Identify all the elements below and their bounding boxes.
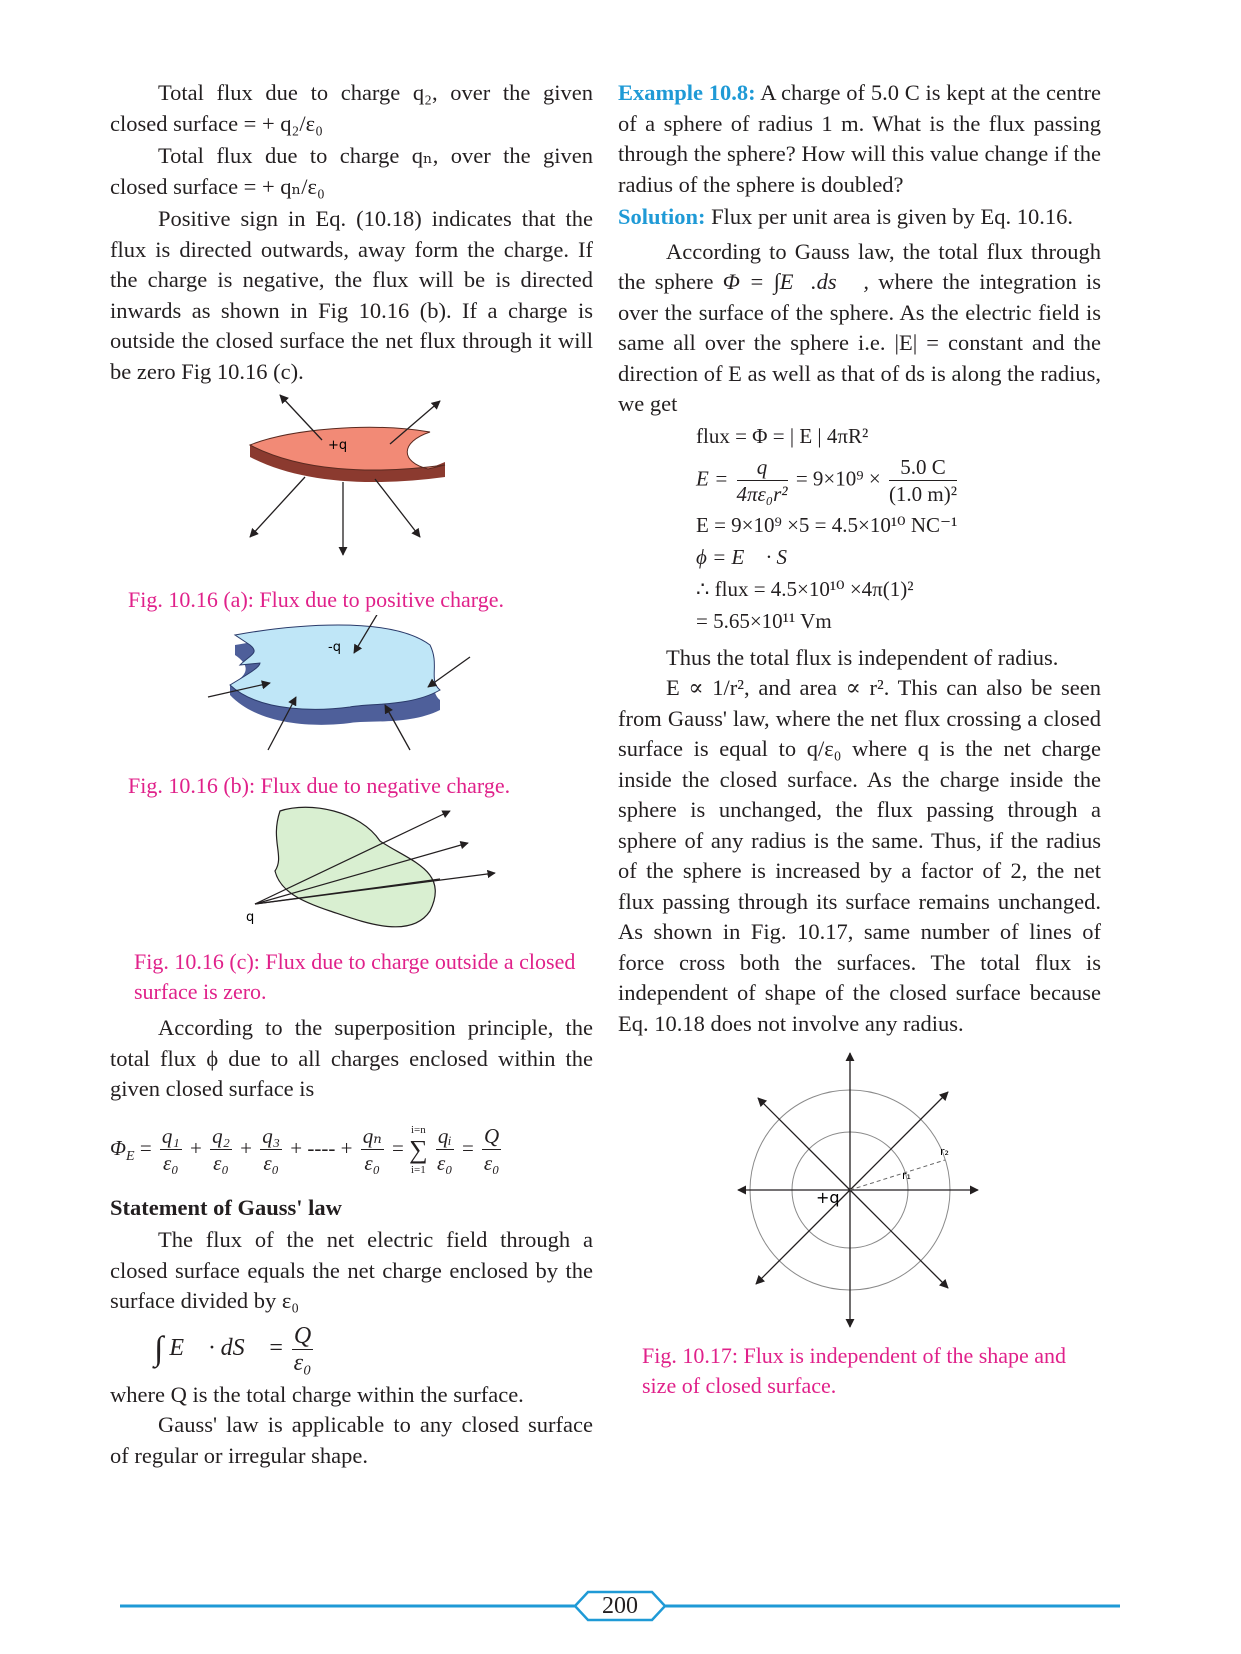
example-text: A charge of 5.0 C is kept at the centre of a sphere of radius 1 m. What is the flux passing through the sphere? How will this value change if the radius of the sphere is doubled? xyxy=(618,80,1102,197)
fig-charge-label: +q xyxy=(816,1188,840,1207)
figure-outside-charge xyxy=(110,801,593,941)
right-column xyxy=(618,78,1101,1401)
fig-a-charge-label: +q xyxy=(328,438,348,453)
paragraph-gauss-statement: The flux of the net electric field through a closed surface equals the net charge enclosed by the surface divided by ε₀ xyxy=(110,1227,593,1313)
figure-10-17-caption: Fig. 10.17: Flux is independent of the shape and size of closed surface. xyxy=(642,1343,1067,1398)
eq-sum-symbol: i=n ∑ i=1 xyxy=(409,1123,428,1176)
eq-flux-result: = 5.65×10¹¹ Vm xyxy=(696,608,832,633)
paragraph-sign: Positive sign in Eq. (10.18) indicates that the flux is directed outwards, away form the charge. If the charge is negative, the flux will be is directed inwards as shown in Fig 10.16 (b). If a charge is outside the closed surface the net flux through it will be zero Fig 10.16 (c). xyxy=(110,206,593,384)
eq-lhs-sub: E xyxy=(126,1148,135,1164)
figure-negative-charge xyxy=(110,615,593,765)
paragraph-explanation: E ∝ 1/r², and area ∝ r². This can also be seen from Gauss' law, where the net flux crossing a closed surface is equal to q/ε₀ where q is the net charge inside the closed surface. As the charge inside the sphere is unchanged, the flux passing through a sphere of any radius is the same. Thus, if the radius of the sphere is increased by a factor of 2, the net flux passing through its surface remains unchanged. As shown in Fig. 10.17, same number of lines of force cross both the surfaces. The total flux is independent of shape of the closed surface because Eq. 10.18 does not involve any radius. xyxy=(618,675,1101,1036)
fig-b-charge-label: -q xyxy=(328,640,341,655)
inline-flux-integral: Φ = ∫E⃗.ds⃗ , xyxy=(722,269,870,294)
paragraph-superposition: According to the superposition principle, the total flux ϕ due to all charges enclosed within the given closed surface is xyxy=(110,1015,593,1101)
paragraph-flux-qn: Total flux due to charge qₙ, over the given closed surface = + qₙ/ε₀ xyxy=(110,143,593,199)
fig-r2-label: r₂ xyxy=(940,1145,949,1158)
fig-r1-label: r₁ xyxy=(902,1169,911,1182)
figure-concentric-surfaces xyxy=(618,1045,1101,1335)
paragraph-independent: Thus the total flux is independent of radius. xyxy=(666,644,1059,670)
figure-positive-charge xyxy=(110,387,593,577)
solution-paragraph xyxy=(618,202,1101,233)
eq-field-value: E = 9×10⁹ ×5 = 4.5×10¹⁰ NC⁻¹ xyxy=(696,512,958,537)
eq-dashes: ---- xyxy=(307,1135,336,1160)
eq-term-1: $\frac{\text{q₁}}{\text{ε₀}}$ xyxy=(161,1124,180,1175)
eq-lhs: Φ xyxy=(110,1135,126,1160)
example-label: Example 10.8: xyxy=(618,80,756,105)
eq-flux-calc: ∴ flux = 4.5×10¹⁰ ×4π(1)² xyxy=(696,576,914,601)
equation-gauss: ∫ E⃗ · dS⃗ = $\frac{Q}{\text{ε₀}}$ xyxy=(154,1322,312,1376)
eq-flux-area: flux = Φ = | E | 4πR² xyxy=(696,423,869,448)
eq-phi: ϕ = E⃗ · S⃗ xyxy=(696,544,804,569)
solution-text: Flux per unit area is given by Eq. 10.16. xyxy=(711,204,1073,229)
solution-label: Solution: xyxy=(618,204,706,229)
paragraph-where-q: where Q is the total charge within the surface. xyxy=(110,1381,524,1407)
figure-c-caption: Fig. 10.16 (c): Flux due to charge outside a closed surface is zero. xyxy=(134,949,576,1004)
left-column xyxy=(110,78,593,1471)
eq-term-3: $\frac{\text{q₃}}{\text{ε₀}}$ xyxy=(262,1124,281,1175)
eq-term-2: $\frac{\text{q₂}}{\text{ε₀}}$ xyxy=(212,1124,230,1175)
eq-field: E = $\frac{q}{\text{4πε₀r²}}$ = 9×10⁹ × $\frac{5.0 C}{\text{(1.0 m)²}}$ xyxy=(696,454,958,506)
equation-superposition: $\Phi_E$ = $\frac{\text{q₁}}{\text{ε₀}}$ + $\frac{\text{q₂}}{\text{ε₀}}$ + $\frac{\text{q₃}}{\text{ε₀}}$ + ---- + $\frac{\text{qₙ}}{\text{ε₀}}$ = i=n ∑ i=1 $\frac{\text{qᵢ}}{\text{ε₀}}$ = $\frac{Q}{\text{ε₀}}$ xyxy=(110,1123,500,1176)
paragraph-applicable: Gauss' law is applicable to any closed surface of regular or irregular shape. xyxy=(110,1412,593,1468)
solution-equations xyxy=(696,420,1101,637)
eq-rhs: $\frac{Q}{\text{ε₀}}$ xyxy=(483,1124,500,1175)
page-number: 200 xyxy=(602,1593,638,1619)
gauss-law-heading: Statement of Gauss' law xyxy=(110,1194,342,1220)
paragraph-flux-q2: Total flux due to charge q₂, over the given closed surface = + q₂/ε₀ xyxy=(110,80,593,136)
paragraph-gauss-sphere: According to Gauss law, the total flux through the sphere Φ = ∫E⃗.ds⃗ , where the integration is over the surface of the sphere. As the electric field is same all over the sphere i.e. |E| = constant and the direction of E as well as that of ds is along the radius, we get xyxy=(618,238,1101,416)
eq-term-n: $\frac{\text{qₙ}}{\text{ε₀}}$ xyxy=(362,1124,382,1175)
figure-b-caption: Fig. 10.16 (b): Flux due to negative charge. xyxy=(128,773,511,798)
fig-c-charge-label: q xyxy=(246,910,255,925)
eq-gauss-integrand: E⃗ · dS⃗ xyxy=(169,1334,264,1361)
example-paragraph xyxy=(618,78,1101,200)
figure-a-caption: Fig. 10.16 (a): Flux due to positive charge. xyxy=(128,587,504,612)
eq-sum-term: $\frac{\text{qᵢ}}{\text{ε₀}}$ xyxy=(436,1124,453,1175)
eq-gauss-rhs: $\frac{Q}{\text{ε₀}}$ xyxy=(293,1322,312,1376)
